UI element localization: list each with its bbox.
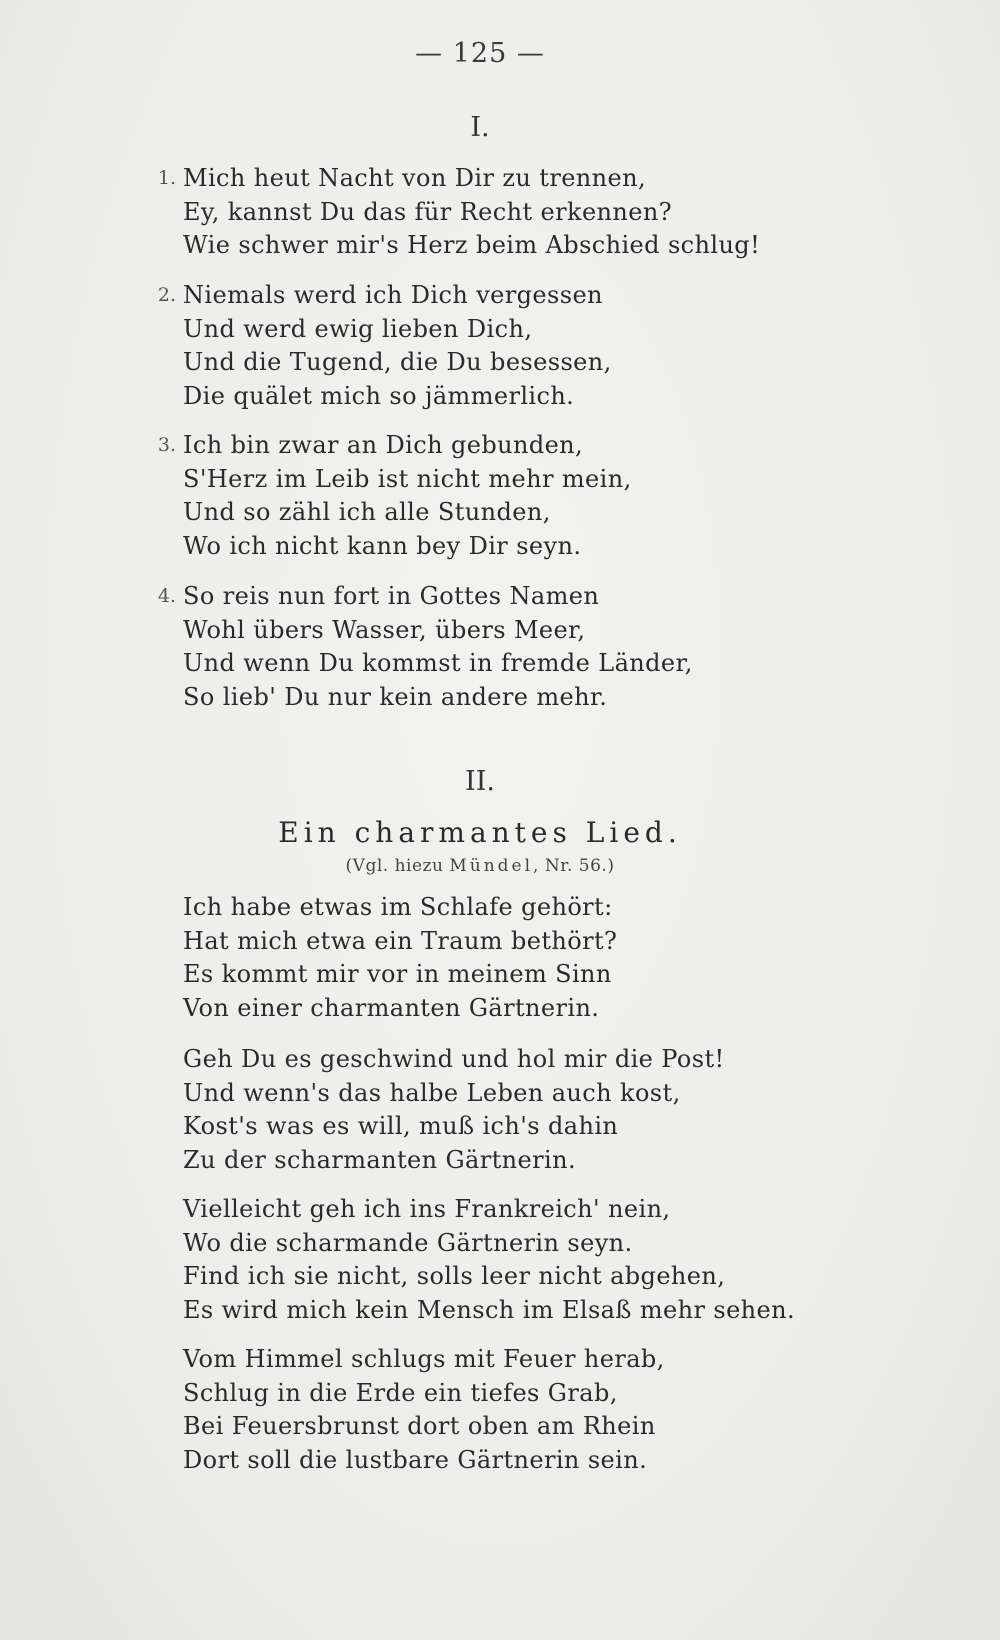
song-stanza-4: [183, 1343, 665, 1477]
page-number-header: — 125 —: [415, 38, 545, 69]
verse-line: Vielleicht geh ich ins Frankreich' nein,: [183, 1195, 671, 1223]
verse-line: Die quälet mich so jämmerlich.: [183, 381, 575, 410]
reference-suffix: , Nr. 56.): [533, 856, 615, 876]
verse-line: Und werd ewig lieben Dich,: [183, 314, 533, 343]
verse-line: S'Herz im Leib ist nicht mehr mein,: [183, 464, 632, 493]
stanza-number: 1.: [157, 167, 176, 189]
verse-line: Von einer charmanten Gärtnerin.: [183, 993, 600, 1022]
verse-line: Hat mich etwa ein Traum bethört?: [183, 926, 618, 955]
verse-line: Ich habe etwas im Schlafe gehört:: [183, 893, 613, 921]
verse-line: Mich heut Nacht von Dir zu trennen,: [183, 164, 647, 192]
verse-line: Kost's was es will, muß ich's dahin: [183, 1112, 619, 1140]
stanza-4: [157, 580, 693, 714]
song-reference: [0, 856, 960, 876]
reference-prefix: (Vgl. hiezu: [345, 856, 444, 876]
verse-line: Zu der scharmanten Gärtnerin.: [183, 1145, 576, 1174]
verse-line: So reis nun fort in Gottes Namen: [183, 582, 600, 610]
verse-line: Und die Tugend, die Du besessen,: [183, 348, 612, 376]
song-stanza-3: [183, 1193, 795, 1327]
song-title: Ein charmantes Lied.: [278, 816, 682, 849]
stanza-1: [157, 162, 761, 263]
verse-line: Es wird mich kein Mensch im Elsaß mehr sehen.: [183, 1295, 796, 1324]
verse-line: Wohl übers Wasser, übers Meer,: [183, 615, 586, 644]
verse-line: Niemals werd ich Dich vergessen: [183, 281, 603, 309]
verse-line: Wo die scharmande Gärtnerin seyn.: [183, 1228, 633, 1257]
verse-line: So lieb' Du nur kein andere mehr.: [183, 682, 608, 711]
verse-line: Und so zähl ich alle Stunden,: [183, 498, 551, 526]
verse-line: Geh Du es geschwind und hol mir die Post!: [183, 1045, 725, 1073]
reference-name: Mündel: [449, 856, 534, 876]
verse-line: Wo ich nicht kann bey Dir seyn.: [183, 531, 582, 560]
verse-line: Find ich sie nicht, solls leer nicht abgehen,: [183, 1262, 726, 1290]
stanza-number: 2.: [157, 284, 176, 306]
verse-line: Und wenn Du kommst in fremde Länder,: [183, 649, 693, 677]
verse-line: Es kommt mir vor in meinem Sinn: [183, 960, 612, 988]
verse-line: Ey, kannst Du das für Recht erkennen?: [183, 197, 672, 226]
verse-line: Ich bin zwar an Dich gebunden,: [183, 431, 584, 459]
stanza-3: [157, 429, 632, 563]
verse-line: Schlug in die Erde ein tiefes Grab,: [183, 1378, 618, 1407]
verse-line: Vom Himmel schlugs mit Feuer herab,: [183, 1345, 665, 1373]
verse-line: Dort soll die lustbare Gärtnerin sein.: [183, 1445, 648, 1474]
verse-line: Wie schwer mir's Herz beim Abschied schlug!: [183, 231, 761, 259]
verse-line: Und wenn's das halbe Leben auch kost,: [183, 1078, 681, 1107]
stanza-2: [157, 279, 612, 413]
stanza-number: 4.: [157, 585, 176, 607]
verse-line: Bei Feuersbrunst dort oben am Rhein: [183, 1412, 656, 1440]
song-stanza-1: [183, 891, 617, 1025]
section-one-numeral: I.: [470, 112, 490, 143]
section-two-numeral: II.: [465, 766, 495, 797]
stanza-number: 3.: [157, 434, 176, 456]
song-stanza-2: [183, 1043, 725, 1177]
